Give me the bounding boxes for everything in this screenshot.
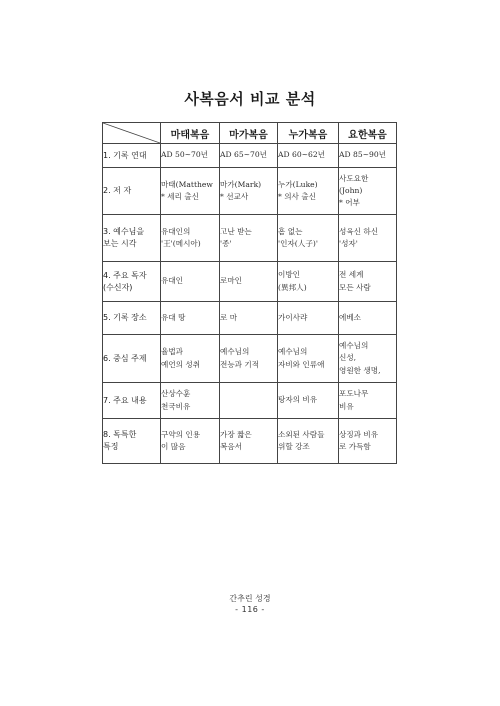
- gospel-comparison-table: [102, 122, 397, 464]
- row-header: [103, 383, 161, 419]
- cell-text-line: * 의사 출신: [278, 192, 316, 201]
- cell-text-line: 위할 강조: [278, 442, 310, 451]
- row-header: [103, 144, 161, 168]
- table-row: [103, 302, 397, 335]
- table-cell: [278, 302, 339, 335]
- table-cell: [339, 419, 397, 464]
- cell-text-line: 전능과 기적: [220, 359, 260, 369]
- row-header-line: 특징: [103, 442, 119, 451]
- table-cell: [339, 383, 397, 419]
- row-header-line: 6. 중심 주제: [103, 353, 147, 363]
- cell-text-line: (異邦人): [278, 282, 307, 292]
- cell-text-line: 천국비유: [161, 401, 191, 411]
- table-row: [103, 144, 397, 168]
- column-header-mark: 마가복음: [220, 123, 278, 144]
- table-cell: [161, 262, 220, 302]
- cell-text-line: 흠 없는: [278, 226, 303, 236]
- row-header-line: 4. 주요 독자: [103, 270, 147, 280]
- row-header-line: 3. 예수님을: [103, 227, 145, 237]
- table-cell: [161, 302, 220, 335]
- row-header-line: (수신자): [103, 282, 133, 292]
- cell-text-line: 성육신 하신: [339, 226, 379, 236]
- row-header-line: 7. 주요 내용: [103, 395, 147, 405]
- cell-text-line: 에베소: [339, 312, 362, 322]
- column-header-matthew: 마태복음: [161, 123, 220, 144]
- cell-text-line: 복음서: [220, 442, 243, 451]
- cell-text-line: 영원한 생명,: [339, 365, 381, 375]
- cell-text-line: 신성,: [339, 353, 357, 363]
- cell-text-line: 비유: [339, 401, 354, 411]
- row-header-line: 보는 시각: [103, 239, 137, 248]
- cell-text-line: 마가(Mark): [220, 179, 262, 189]
- cell-text-line: '王'(메시아): [161, 239, 201, 248]
- cell-text-line: 자비와 인류애: [278, 359, 325, 369]
- cell-text-line: 구약의 인용: [161, 429, 201, 439]
- cell-text-line: 예수님의: [220, 347, 250, 357]
- cell-text-line: 탕자의 비유: [278, 395, 318, 405]
- cell-text-line: 예수님의: [339, 341, 369, 351]
- cell-text-line: AD 60~62년: [278, 150, 326, 160]
- cell-text-line: AD 85~90년: [339, 150, 387, 160]
- row-header-line: 2. 저 자: [103, 186, 132, 196]
- table-row: [103, 383, 397, 419]
- table-cell: [161, 419, 220, 464]
- cell-text-line: 로마인: [220, 276, 243, 286]
- table-row: [103, 419, 397, 464]
- cell-text-line: AD 50~70년: [161, 150, 209, 160]
- table-row: [103, 335, 397, 383]
- table-cell: [278, 215, 339, 262]
- table-cell: [278, 262, 339, 302]
- column-header-john: 요한복음: [339, 123, 397, 144]
- table-cell: [220, 383, 278, 419]
- table-cell: [339, 335, 397, 383]
- table-cell: [278, 335, 339, 383]
- table-cell: [220, 144, 278, 168]
- cell-text-line: 사도요한: [339, 173, 369, 183]
- table-cell: [278, 419, 339, 464]
- cell-text-line: 이 많음: [161, 442, 186, 451]
- cell-text-line: 마태(Matthew: [161, 179, 213, 189]
- table-cell: [161, 168, 220, 215]
- row-header-line: 1. 기록 연대: [103, 150, 147, 160]
- table-cell: [339, 302, 397, 335]
- row-header: [103, 168, 161, 215]
- cell-text-line: 가장 짧은: [220, 429, 252, 439]
- table-cell: [220, 335, 278, 383]
- cell-text-line: 소외된 사람들: [278, 429, 325, 439]
- diagonal-line: [103, 123, 160, 143]
- corner-diagonal-cell: [103, 123, 161, 144]
- table-cell: [220, 302, 278, 335]
- cell-text-line: 유대인: [161, 276, 184, 286]
- table-body: [103, 144, 397, 464]
- cell-text-line: 모든 사람: [339, 282, 371, 292]
- cell-text-line: 산상수훈: [161, 389, 191, 399]
- cell-text-line: 상징과 비유: [339, 429, 379, 439]
- cell-text-line: * 세리 출신: [161, 192, 199, 201]
- footer-book-title: 간추린 성경: [229, 594, 271, 603]
- cell-text-line: 포도나무: [339, 389, 369, 399]
- table-row: [103, 215, 397, 262]
- cell-text-line: * 어부: [339, 198, 360, 208]
- cell-text-line: 유대인의: [161, 226, 191, 236]
- page-title: 사복음서 비교 분석: [184, 90, 316, 108]
- cell-text-line: 이방인: [278, 270, 301, 280]
- cell-text-line: 누가(Luke): [278, 179, 318, 189]
- table-row: [103, 168, 397, 215]
- column-header-luke: 누가복음: [278, 123, 339, 144]
- table-cell: [339, 215, 397, 262]
- table-cell: [278, 383, 339, 419]
- cell-text-line: 로 마: [220, 312, 238, 322]
- cell-text-line: 예언의 성취: [161, 359, 201, 369]
- table-cell: [339, 144, 397, 168]
- row-header: [103, 302, 161, 335]
- cell-text-line: 율법과: [161, 347, 184, 357]
- table-row: [103, 262, 397, 302]
- table-cell: [220, 215, 278, 262]
- table-cell: [220, 419, 278, 464]
- table-cell: [161, 335, 220, 383]
- table-cell: [278, 144, 339, 168]
- row-header-line: 5. 기록 장소: [103, 313, 147, 323]
- table-cell: [278, 168, 339, 215]
- cell-text-line: '종': [220, 239, 232, 248]
- table-cell: [339, 168, 397, 215]
- table-cell: [161, 144, 220, 168]
- row-header: [103, 262, 161, 302]
- cell-text-line: 예수님의: [278, 347, 308, 357]
- cell-text-line: 유대 땅: [161, 312, 186, 322]
- cell-text-line: (John): [339, 185, 363, 195]
- header-row: [103, 123, 397, 144]
- cell-text-line: 로 가득함: [339, 442, 371, 451]
- table-cell: [161, 215, 220, 262]
- cell-text-line: 가이사랴: [278, 312, 308, 322]
- row-header-line: 8. 독특한: [103, 430, 137, 440]
- table-cell: [161, 383, 220, 419]
- row-header: [103, 335, 161, 383]
- cell-text-line: 전 세계: [339, 270, 364, 280]
- row-header: [103, 419, 161, 464]
- table-cell: [339, 262, 397, 302]
- cell-text-line: '인자(人子)': [278, 239, 318, 248]
- cell-text-line: 고난 받는: [220, 226, 252, 236]
- table-cell: [220, 168, 278, 215]
- cell-text-line: * 선교사: [220, 192, 249, 201]
- table-cell: [220, 262, 278, 302]
- cell-text-line: '성자': [339, 239, 358, 248]
- cell-text-line: AD 65~70년: [220, 150, 268, 160]
- row-header: [103, 215, 161, 262]
- page-number: - 116 -: [235, 605, 265, 614]
